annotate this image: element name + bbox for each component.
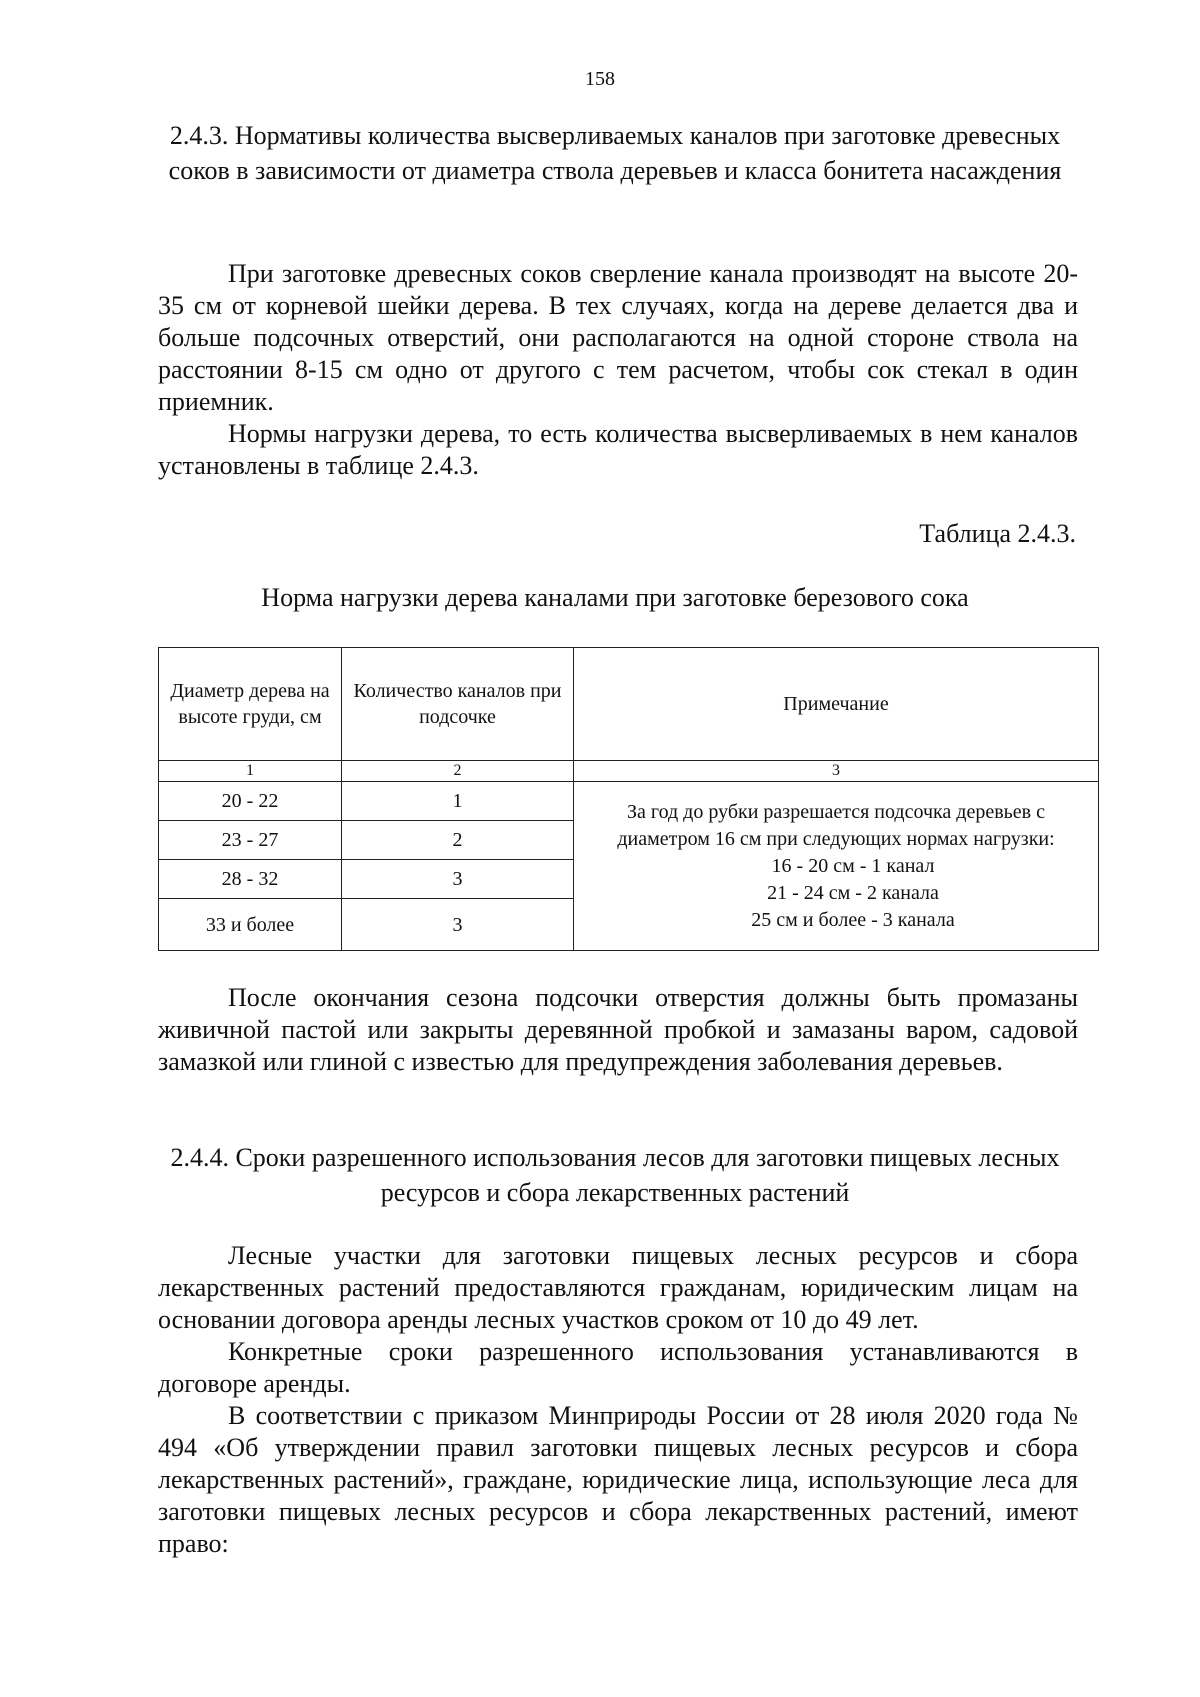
diameter-cell: 20 - 22 xyxy=(159,782,342,821)
diameter-cell: 28 - 32 xyxy=(159,860,342,899)
after-table-paragraph: После окончания сезона подсочки отверстия должны быть промазаны живичной пастой или закрыты деревянной пробкой и замазаны варом, садовой замазкой или глиной с известью для предупреждения заболевания деревьев. xyxy=(158,983,1078,1076)
channels-cell: 2 xyxy=(342,821,574,860)
note-item: 16 - 20 см - 1 канал xyxy=(771,854,935,877)
table-column-numbers-row xyxy=(159,761,1099,782)
header-diameter: Диаметр дерева на высоте груди, см xyxy=(159,648,342,761)
header-channels: Количество каналов при подсочке xyxy=(342,648,574,761)
channels-cell: 3 xyxy=(342,899,574,951)
diameter-cell: 33 и более xyxy=(159,899,342,951)
page-number: 158 xyxy=(585,68,615,90)
table-row xyxy=(159,782,1099,821)
table-label: Таблица 2.4.3. xyxy=(919,519,1076,548)
column-number-3: 3 xyxy=(574,761,1099,782)
diameter-cell: 23 - 27 xyxy=(159,821,342,860)
table-title: Норма нагрузки дерева каналами при заготовке березового сока xyxy=(261,583,969,612)
section-244-paragraph-2: Конкретные сроки разрешенного использования устанавливаются в договоре аренды. xyxy=(158,1337,1078,1398)
note-intro: За год до рубки разрешается подсочка деревьев с диаметром 16 см при следующих нормах нагрузки: xyxy=(617,800,1055,850)
note-cell xyxy=(574,782,1099,951)
section-243-heading: 2.4.3. Нормативы количества высверливаемых каналов при заготовке древесных соков в зависимости от диаметра ствола деревьев и класса бонитета насаждения xyxy=(168,121,1062,185)
channels-cell: 3 xyxy=(342,860,574,899)
load-norms-table xyxy=(158,647,1099,951)
note-item: 21 - 24 см - 2 канала xyxy=(767,881,939,904)
section-244-paragraph-3: В соответствии с приказом Минприроды России от 28 июля 2020 года № 494 «Об утверждении правил заготовки пищевых лесных ресурсов и сбора лекарственных растений», граждане, юридические лица, использующие леса для заготовки пищевых лесных ресурсов и сбора лекарственных растений, имеют право: xyxy=(158,1401,1078,1558)
column-number-2: 2 xyxy=(342,761,574,782)
channels-cell: 1 xyxy=(342,782,574,821)
note-item: 25 см и более - 3 канала xyxy=(751,908,955,931)
section-244-heading: 2.4.4. Сроки разрешенного использования лесов для заготовки пищевых лесных ресурсов и сбора лекарственных растений xyxy=(170,1143,1060,1207)
column-number-1: 1 xyxy=(159,761,342,782)
table-header-row xyxy=(159,648,1099,761)
section-244-paragraph-1: Лесные участки для заготовки пищевых лесных ресурсов и сбора лекарственных растений предоставляются гражданам, юридическим лицам на основании договора аренды лесных участков сроком от 10 до 49 лет. xyxy=(158,1241,1078,1334)
section-243-paragraph-1: При заготовке древесных соков сверление канала производят на высоте 20-35 см от корневой шейки дерева. В тех случаях, когда на дереве делается два и больше подсочных отверстий, они располагаются на одной стороне ствола на расстоянии 8-15 см одно от другого с тем расчетом, чтобы сок стекал в один приемник. xyxy=(158,259,1078,416)
section-243-paragraph-2: Нормы нагрузки дерева, то есть количества высверливаемых в нем каналов установлены в таблице 2.4.3. xyxy=(158,419,1078,480)
header-note: Примечание xyxy=(574,648,1099,761)
